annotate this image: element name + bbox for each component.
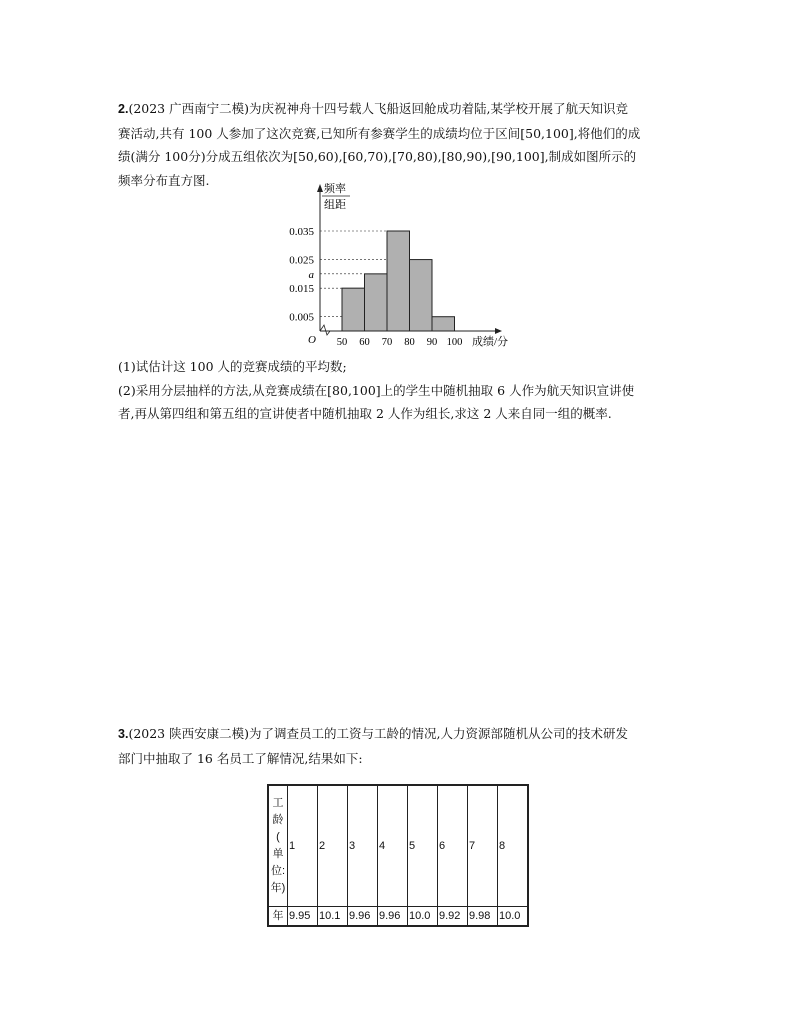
x-axis-arrow xyxy=(495,328,502,334)
row-header-char: 工 xyxy=(272,797,284,809)
table-cell-year: 2 xyxy=(318,785,348,907)
y-axis-label-top: 频率 xyxy=(324,183,346,195)
row-header-values: 年 xyxy=(268,907,288,927)
row-header-char: 年) xyxy=(270,882,286,894)
table-cell-value: 10.0 xyxy=(498,907,529,927)
problem-2-line-3: 绩(满分 100分)分成五组依次为[50,60),[60,70),[70,80),[80,90),[90,100],制成如图所示的 xyxy=(118,149,637,164)
problem-2-line-2: 赛活动,共有 100 人参加了这次竞赛,已知所有参赛学生的成绩均位于区间[50,100],将他们的成 xyxy=(118,125,641,141)
row-header-char: 单 xyxy=(272,848,284,860)
x-axis-label: 成绩/分 xyxy=(472,336,509,348)
y-axis-label-bottom: 组距 xyxy=(324,199,346,211)
row-header-years xyxy=(268,785,288,907)
problem-2-questions xyxy=(118,355,684,426)
table-cell-year: 5 xyxy=(408,785,438,907)
problem-3 xyxy=(118,722,684,770)
table-cell-value: 10.0 xyxy=(408,907,438,927)
x-tick-label: 70 xyxy=(381,337,393,348)
frequency-histogram xyxy=(280,180,520,352)
histogram-bar xyxy=(432,317,455,331)
question-2-line-1: (2)采用分层抽样的方法,从竞赛成绩在[80,100]上的学生中随机抽取 6 人作为航天知识宣讲使 xyxy=(118,382,635,398)
table-row-values xyxy=(268,907,528,927)
table-cell-year: 8 xyxy=(498,785,529,907)
table-cell-value: 9.96 xyxy=(378,907,408,927)
problem-3-line-2: 部门中抽取了 16 名员工了解情况,结果如下: xyxy=(118,750,363,766)
y-tick-label: 0.005 xyxy=(289,311,314,324)
problem-2 xyxy=(118,97,684,192)
problem-3-line-1: 3.(2023 陕西安康二模)为了调查员工的工资与工龄的情况,人力资源部随机从公司的技术研发 xyxy=(118,726,628,741)
row-header-char: 龄 xyxy=(272,814,284,826)
table-cell-year: 4 xyxy=(378,785,408,907)
table-cell-year: 7 xyxy=(468,785,498,907)
table-cell-year: 1 xyxy=(288,785,318,907)
y-tick-label: 0.015 xyxy=(289,283,314,296)
axis-break-mark xyxy=(320,325,330,335)
table-cell-value: 10.1 xyxy=(318,907,348,927)
problem-3-number: 3. xyxy=(118,727,129,741)
x-tick-label: 80 xyxy=(404,337,415,348)
problem-2-number: 2. xyxy=(118,102,129,116)
histogram-bar xyxy=(365,274,388,331)
problem-2-line-4: 频率分布直方图. xyxy=(118,172,210,188)
x-tick-label: 50 xyxy=(336,337,348,348)
table-row-years xyxy=(268,785,528,907)
origin-label: O xyxy=(308,334,316,346)
table-cell-value: 9.98 xyxy=(468,907,498,927)
histogram-bar xyxy=(410,260,433,331)
row-header-char: ( xyxy=(276,831,280,843)
histogram-bar xyxy=(342,288,365,331)
y-tick-label: 0.025 xyxy=(289,254,314,267)
table-cell-value: 9.92 xyxy=(438,907,468,927)
y-axis-arrow xyxy=(317,184,323,192)
y-tick-label: a xyxy=(308,268,314,281)
table-cell-year: 3 xyxy=(348,785,378,907)
x-tick-label: 60 xyxy=(359,337,370,348)
histogram-bar xyxy=(387,231,410,331)
row-header-char: 位: xyxy=(270,865,286,877)
table-cell-value: 9.95 xyxy=(288,907,318,927)
table-cell-value: 9.96 xyxy=(348,907,378,927)
salary-table xyxy=(267,784,529,927)
x-tick-label: 90 xyxy=(426,337,438,348)
question-2-line-2: 者,再从第四组和第五组的宣讲使者中随机抽取 2 人作为组长,求这 2 人来自同一组的概率. xyxy=(118,406,612,421)
problem-2-line-1: 2.(2023 广西南宁二模)为庆祝神舟十四号载人飞船返回舱成功着陆,某学校开展了航天知识竞 xyxy=(118,101,628,116)
x-tick-label: 100 xyxy=(446,337,463,348)
question-1: (1)试估计这 100 人的竞赛成绩的平均数; xyxy=(118,359,347,374)
table-cell-year: 6 xyxy=(438,785,468,907)
y-tick-label: 0.035 xyxy=(289,226,314,238)
